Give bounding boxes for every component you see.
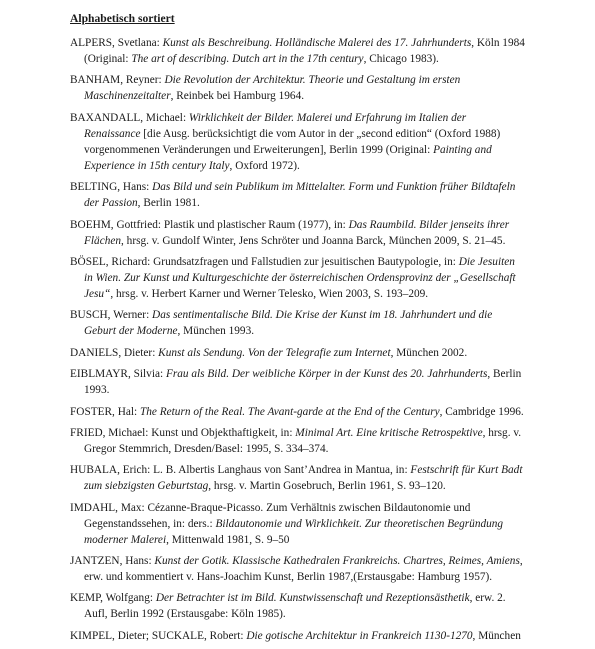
entry-title: Painting and Experience in 15th century Italy bbox=[84, 143, 492, 172]
entry-text: , Chicago 1983). bbox=[363, 53, 439, 65]
entry-text: , Oxford 1972). bbox=[229, 159, 300, 172]
entry-title: Das sentimentalische Bild. Die Krise der Kunst im 18. Jahrhundert und die Geburt der Moderne bbox=[84, 309, 493, 338]
entry-title: Kunst als Beschreibung. Holländische Malerei des 17. Jahrhunderts bbox=[162, 37, 472, 49]
entry-text: , hrsg. v. Gundolf Winter, Jens Schröter und Joanna Barck, München 2009, S. 21–45. bbox=[121, 234, 506, 247]
entry-title: Die Revolution der Architektur. Theorie und Gestaltung im ersten Maschinenzeitalter bbox=[84, 74, 461, 103]
entry-text: , erw. 2. Aufl, Berlin 1992 (Erstausgabe: Köln 1985). bbox=[84, 592, 506, 621]
entry-text: , hrsg. v. Martin Gosebruch, Berlin 1961, S. 93–120. bbox=[208, 480, 446, 493]
bibliography-entry bbox=[70, 345, 525, 361]
entry-title: Die Jesuiten in Wien. Zur Kunst und Kulturgeschichte der österreichischen Ordensprovinz der „Gesellschaft Jesu“ bbox=[84, 255, 516, 300]
entry-title: Wirklichkeit der Bilder. Malerei und Erfahrung im Italien der Renaissance bbox=[84, 111, 467, 140]
bibliography-entry bbox=[70, 425, 525, 457]
entry-text: , München bbox=[472, 629, 521, 642]
entry-title: Bildautonomie und Wirklichkeit. Zur theoretischen Begründung moderner Malerei bbox=[84, 517, 504, 546]
entry-text: , Köln 1984 (Original: bbox=[84, 37, 525, 65]
entry-text: , Berlin 1993. bbox=[84, 368, 522, 397]
bibliography-entry bbox=[70, 35, 525, 67]
entry-title: Festschrift für Kurt Badt zum siebzigsten Geburtstag bbox=[84, 464, 523, 493]
entry-title: Kunst als Sendung. Von der Telegrafie zum Internet bbox=[158, 346, 391, 359]
bibliography-entry bbox=[70, 628, 525, 644]
entry-text: [die Ausg. berücksichtigt die vom Autor in der „second edition“ (Oxford 1988) vorgenommenen Veränderungen und Erweiterungen], Berlin 1999 (Original: bbox=[84, 127, 501, 156]
entry-title: Kunst der Gotik. Klassische Kathedralen Frankreichs. Chartres, Reimes, Amiens bbox=[154, 555, 520, 568]
bibliography-entry bbox=[70, 462, 525, 494]
entry-text: KIMPEL, Dieter; SUCKALE, Robert: bbox=[70, 629, 247, 642]
entry-title: Die gotische Architektur in Frankreich 1130-1270 bbox=[246, 629, 473, 642]
entry-text: FRIED, Michael: Kunst und Objekthaftigkeit, in: bbox=[70, 426, 296, 439]
bibliography-entry bbox=[70, 254, 525, 302]
entry-text: , Cambridge 1996. bbox=[439, 405, 524, 418]
entry-text: , München 1993. bbox=[177, 325, 255, 338]
bibliography-entry bbox=[70, 500, 525, 548]
entry-title: Der Betrachter ist im Bild. Kunstwissenschaft und Rezeptionsästhetik bbox=[155, 592, 470, 605]
entry-text: KEMP, Wolfgang: bbox=[70, 592, 156, 605]
bibliography-entry bbox=[70, 72, 525, 104]
entry-title: The Return of the Real. The Avant-garde at the End of the Century bbox=[139, 405, 440, 418]
section-heading: Alphabetisch sortiert bbox=[70, 12, 175, 25]
bibliography-list bbox=[70, 35, 525, 644]
entry-text: FOSTER, Hal: bbox=[70, 405, 140, 418]
bibliography-entry bbox=[70, 307, 525, 339]
entry-text: BÖSEL, Richard: Grundsatzfragen und Fallstudien zur jesuitischen Bautypologie, in: bbox=[70, 255, 459, 268]
entry-text: JANTZEN, Hans: bbox=[70, 555, 155, 568]
entry-text: BOEHM, Gottfried: Plastik und plastischer Raum (1977), in: bbox=[70, 218, 349, 231]
entry-text: , erw. und kommentiert v. Hans-Joachim Kunst, Berlin 1987,(Erstausgabe: Hamburg 1957). bbox=[84, 555, 523, 584]
entry-text: BELTING, Hans: bbox=[70, 181, 153, 194]
bibliography-entry bbox=[70, 590, 525, 622]
bibliography-page bbox=[70, 11, 525, 649]
entry-text: DANIELS, Dieter: bbox=[70, 346, 159, 359]
entry-title: Das Raumbild. Bilder jenseits ihrer Flächen bbox=[84, 218, 510, 247]
entry-title: Das Bild und sein Publikum im Mittelalter. Form und Funktion früher Bildtafeln der Passion bbox=[84, 181, 516, 210]
entry-text: ALPERS, Svetlana: bbox=[70, 37, 163, 49]
entry-text: BAXANDALL, Michael: bbox=[70, 111, 189, 124]
entry-text: , hrsg. v. Gregor Stemmrich, Dresden/Basel: 1995, S. 334–374. bbox=[84, 426, 522, 455]
entry-text: , Reinbek bei Hamburg 1964. bbox=[170, 90, 305, 103]
entry-title: Frau als Bild. Der weibliche Körper in der Kunst des 20. Jahrhunderts bbox=[165, 368, 488, 381]
bibliography-entry bbox=[70, 366, 525, 398]
entry-text: IMDAHL, Max: Cézanne-Braque-Picasso. Zum Verhältnis zwischen Bildautonomie und Gegenstandssehen, in: ders.: bbox=[70, 501, 471, 530]
bibliography-entry bbox=[70, 110, 525, 174]
entry-text: BUSCH, Werner: bbox=[70, 309, 153, 322]
entry-text: EIBLMAYR, Silvia: bbox=[70, 368, 166, 381]
entry-text: BANHAM, Reyner: bbox=[70, 74, 165, 87]
bibliography-entry bbox=[70, 179, 525, 211]
entry-title: The art of describing. Dutch art in the 17th century bbox=[131, 53, 364, 65]
entry-text: , Berlin 1981. bbox=[137, 197, 200, 210]
entry-title: Minimal Art. Eine kritische Retrospektive bbox=[295, 426, 483, 439]
bibliography-entry bbox=[70, 404, 525, 420]
entry-text: , Mittenwald 1981, S. 9–50 bbox=[166, 533, 290, 546]
bibliography-entry bbox=[70, 217, 525, 249]
bibliography-entry bbox=[70, 553, 525, 585]
entry-text: , hrsg. v. Herbert Karner und Werner Telesko, Wien 2003, S. 193–209. bbox=[110, 287, 429, 300]
entry-text: , München 2002. bbox=[390, 346, 468, 359]
entry-text: HUBALA, Erich: L. B. Albertis Langhaus von Sant’Andrea in Mantua, in: bbox=[70, 464, 411, 477]
